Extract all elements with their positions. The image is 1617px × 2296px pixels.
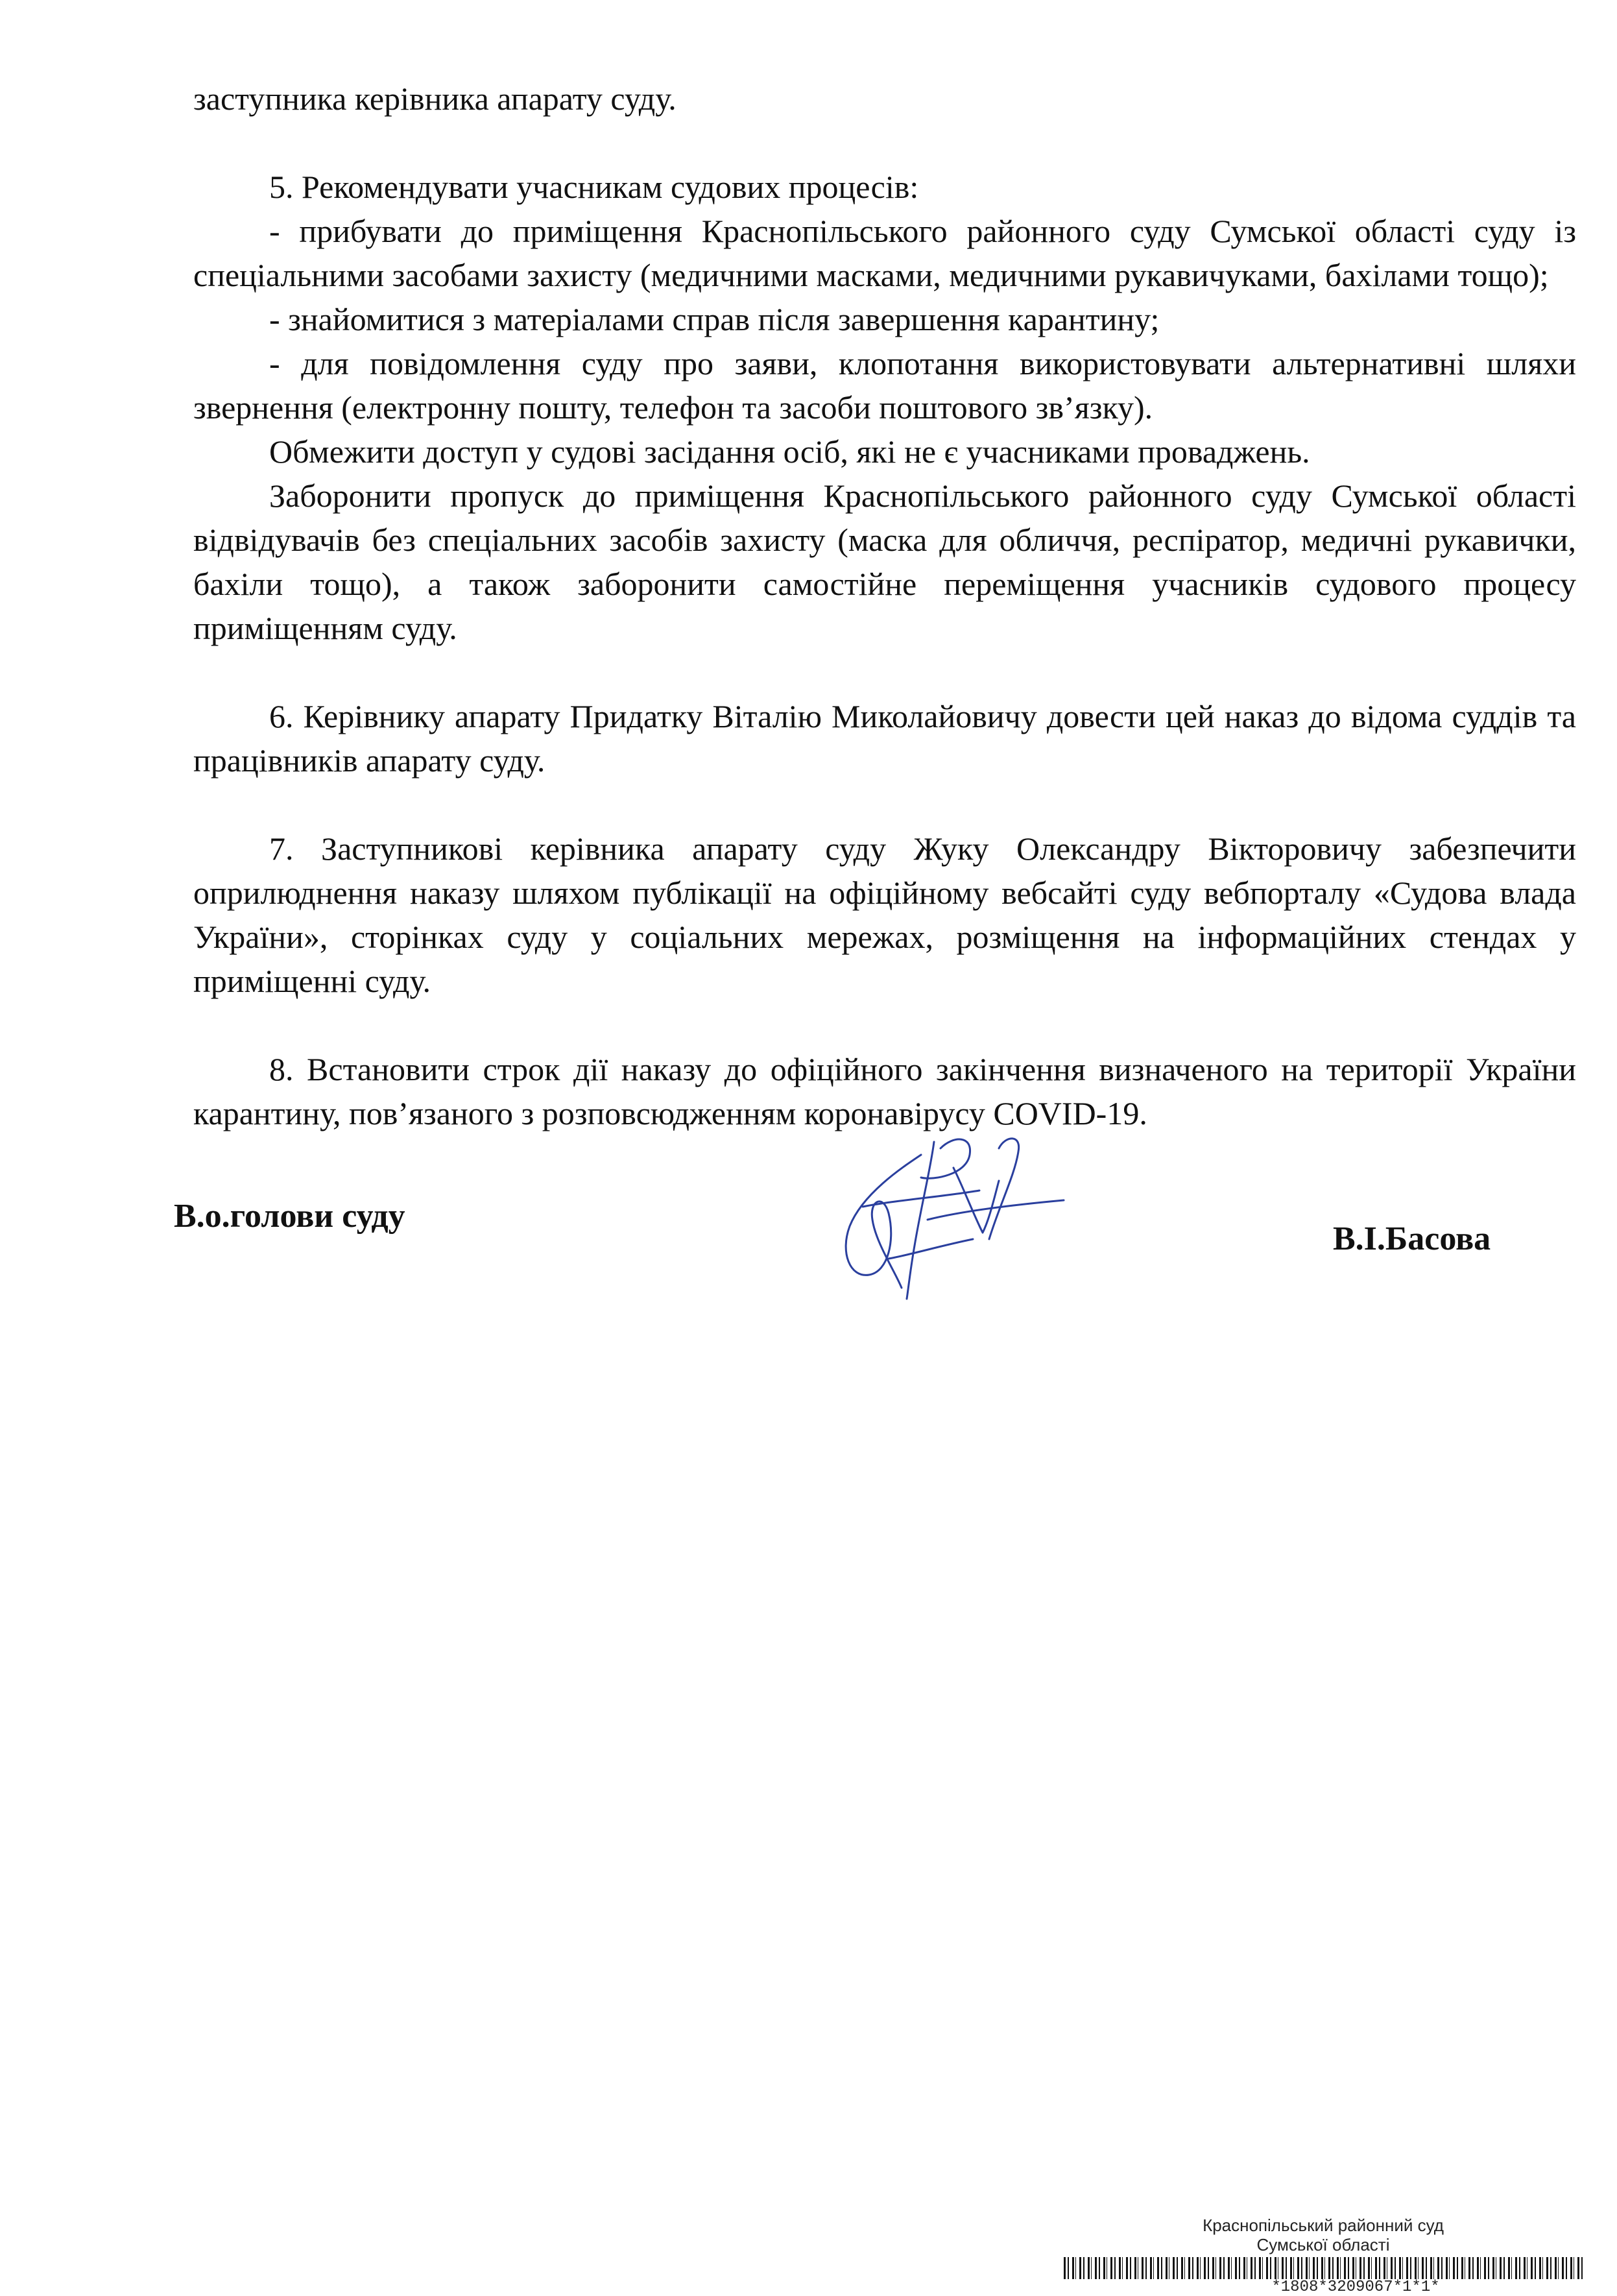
signatory-title: В.о.голови суду — [174, 1198, 405, 1235]
document-body — [193, 77, 1576, 1135]
item-5-paragraph-1: Обмежити доступ у судові засідання осіб, які не є учасниками проваджень. — [269, 433, 1310, 470]
item-5-paragraph-2: Заборонити пропуск до приміщення Краснопільського районного суду Сумської області відвідувачів без спеціальних засобів захисту (маска для обличчя, респіратор, медичні рукавички, бахіли тощо), а також заборонити самостійне переміщення учасників судового процесу приміщенням суду. — [193, 477, 1576, 646]
registration-stamp — [1064, 2216, 1583, 2296]
stamp-region: Сумської області — [1256, 2235, 1390, 2254]
item-7: 7. Заступникові керівника апарату суду Жуку Олександру Вікторовичу забезпечити оприлюднення наказу шляхом публікації на офіційному вебсайті суду вебпорталу «Судова влада України», сторінках суду у соціальних мережах, розміщення на інформаційних стендах у приміщенні суду. — [193, 830, 1576, 999]
signatory-name: В.І.Басова — [1333, 1220, 1491, 1257]
item-5-heading: 5. Рекомендувати учасникам судових процесів: — [269, 169, 919, 205]
continuation-line: заступника керівника апарату суду. — [193, 80, 677, 117]
barcode-icon — [1064, 2257, 1583, 2279]
handwritten-signature — [824, 1129, 1070, 1304]
item-5-bullet-2: - знайомитися з матеріалами справ після завершення карантину; — [269, 301, 1160, 337]
item-8: 8. Встановити строк дії наказу до офіційного закінчення визначеного на території України карантину, пов’язаного з розповсюдженням коронавірусу COVID-19. — [193, 1051, 1576, 1131]
item-5-bullet-1: - прибувати до приміщення Краснопільського районного суду Сумської області суду із спеціальними засобами захисту (медичними масками, медичними рукавичуками, бахілами тощо); — [193, 213, 1576, 293]
barcode-number: *1808*3209067*1*1* — [1271, 2278, 1440, 2296]
item-5-bullet-3: - для повідомлення суду про заяви, клопотання використовувати альтернативні шляхи звернення (електронну пошту, телефон та засоби поштового зв’язку). — [193, 345, 1576, 426]
item-6: 6. Керівнику апарату Придатку Віталію Миколайовичу довести цей наказ до відома суддів та працівників апарату суду. — [193, 698, 1576, 779]
stamp-court-name: Краснопільський районний суд — [1203, 2216, 1444, 2235]
